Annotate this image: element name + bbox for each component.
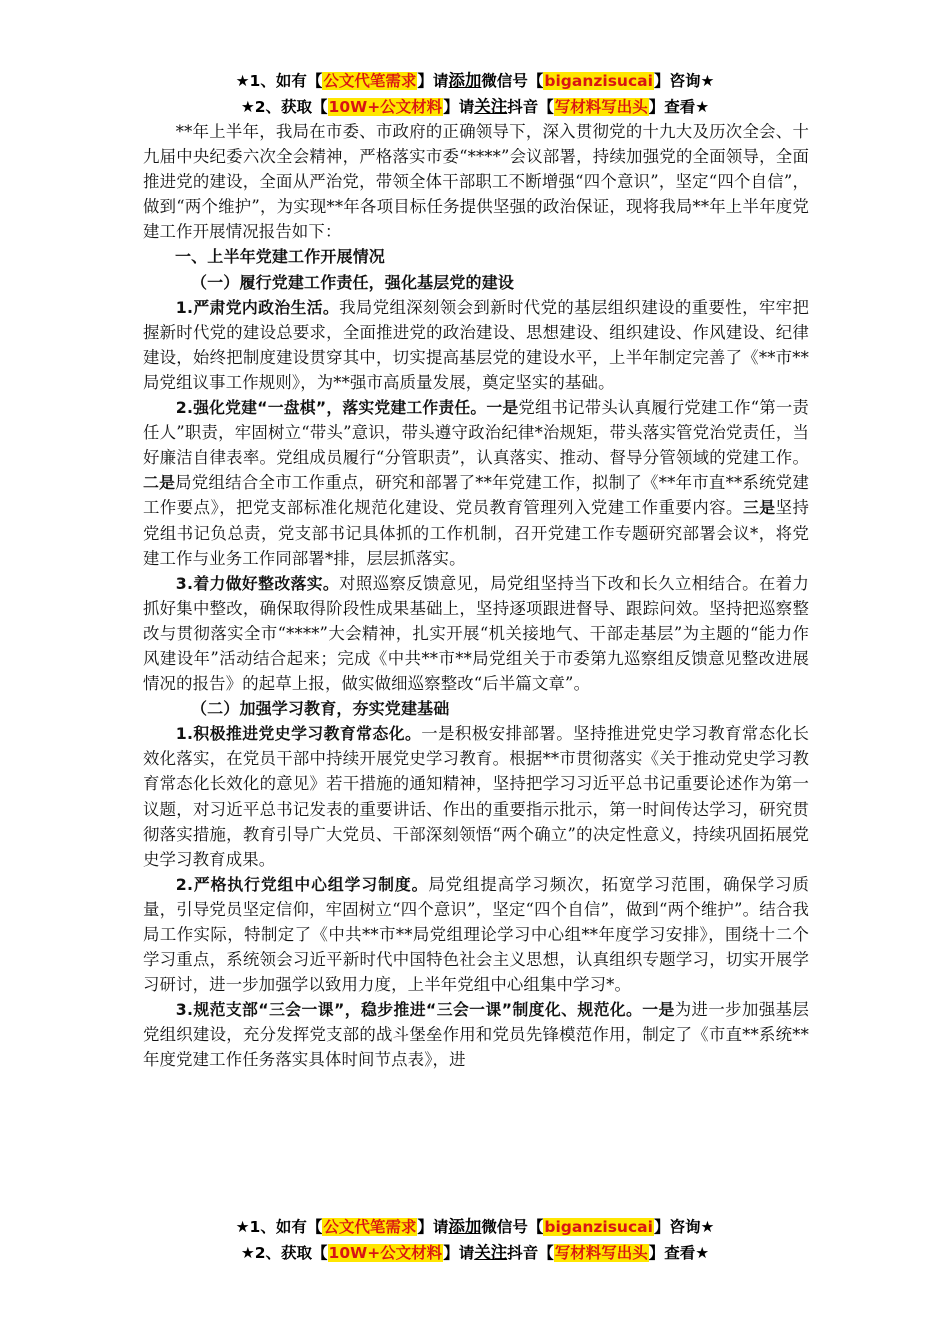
promo-highlight: 10W+公文材料 [328, 1244, 443, 1262]
promo-text: 】请 [417, 72, 449, 90]
promo-underlined: 添加 [448, 1217, 482, 1236]
promo-text: ★2、获取【 [240, 1244, 328, 1262]
paragraph-text: 局党组提高学习频次，拓宽学习范围，确保学习质量，引导党员坚定信仰，牢固树立“四个意识”，坚定“四个自信”，做到“两个维护”。结合我局工作实际，特制定了《中共**市**局党组理论学习中心组**年度学习安排》，围绕十二个学习重点，系统领会习近平新时代中国特色社会主义思想，认真组织专题学习，切实开展学习研讨，进一步加强学以致用力度，上半年党组中心组集中学习*。 [143, 874, 809, 995]
paragraph-lead: 1.积极推进党史学习教育常态化。 [175, 724, 422, 744]
section-heading: 一、上半年党建工作开展情况 [175, 247, 385, 267]
paragraph [143, 997, 809, 1072]
promo-underlined: 添加 [448, 71, 482, 90]
promo-text: 抖音【 [507, 98, 554, 116]
promo-highlight: 写材料写出头 [554, 98, 648, 116]
paragraph-text: 局党组结合全市工作重点，研究和部署了**年党建工作，拟制了《**年市直**系统党建工作要点》，把党支部标准化规范化建设、党员教育管理列入党建工作重要内容。 [143, 473, 809, 518]
paragraph-bold-marker: 一是 [486, 398, 519, 418]
promo-highlight: biganzisucai [544, 1218, 653, 1236]
document-body [143, 119, 809, 1213]
paragraph-text: 一是积极安排部署。坚持推进党史学习教育常态化长效化落实，在党员干部中持续开展党史学习教育。根据**市贯彻落实《关于推动党史学习教育常态化长效化的意见》若干措施的通知精神，坚持把学习习近平总书记重要论述作为第一议题，对习近平总书记发表的重要讲话、作出的重要指示批示，第一时间传达学习，研究贯彻落实措施，教育引导广大党员、干部深刻领悟“两个确立”的决定性意义，持续巩固拓展党史学习教育成果。 [143, 724, 809, 869]
paragraph-lead: 2.强化党建“一盘棋”，落实党建工作责任。 [175, 398, 487, 418]
paragraph-bold-marker: 二是 [143, 473, 176, 493]
promo-text: 】咨询★ [653, 72, 715, 90]
promo-text: 】请 [443, 1244, 475, 1262]
promo-line-1 [0, 68, 950, 94]
bottom-promo-banner [0, 1214, 950, 1266]
promo-highlight: 10W+公文材料 [328, 98, 443, 116]
paragraph-bold-marker: 三是 [742, 498, 776, 518]
paragraph [143, 395, 809, 571]
paragraph-lead: 3.着力做好整改落实。 [175, 573, 340, 593]
paragraph [143, 872, 809, 997]
top-promo-banner [0, 68, 950, 120]
promo-text: 微信号【 [481, 72, 544, 90]
promo-line-2 [0, 1240, 950, 1266]
paragraph-text: 我局党组深刻领会到新时代党的基层组织建设的重要性，牢牢把握新时代党的建设总要求，全面推进党的政治建设、思想建设、组织建设、作风建设、纪律建设，始终把制度建设贯穿其中，切实提高基层党的建设水平，上半年制定完善了《**市**局党组议事工作规则》，为**强市高质量发展，奠定坚实的基础。 [143, 297, 809, 392]
promo-line-2 [0, 94, 950, 120]
intro-paragraph: **年上半年，我局在市委、市政府的正确领导下，深入贯彻党的十九大及历次全会、十九届中央纪委六次全会精神，严格落实市委“****”会议部署，持续加强党的全面领导，全面推进党的建设，全面从严治党，带领全体干部职工不断增强“四个意识”，坚定“四个自信”，做到“两个维护”，为实现**年各项目标任务提供坚强的政治保证，现将我局**年上半年度党建工作开展情况报告如下： [143, 122, 809, 242]
promo-text: 】查看★ [648, 1244, 710, 1262]
paragraph [143, 571, 809, 696]
promo-text: 抖音【 [507, 1244, 554, 1262]
paragraph-text: 对照巡察反馈意见，局党组坚持当下改和长久立相结合。在着力抓好集中整改，确保取得阶段性成果基础上，坚持逐项跟进督导、跟踪问效。坚持把巡察整改与贯彻落实全市“****”大会精神，扎实开展“机关接地气、干部走基层”为主题的“能力作风建设年”活动结合起来；完成《中共**市**局党组关于市委第九巡察组反馈意见整改进展情况的报告》的起草上报，做实做细巡察整改“后半篇文章”。 [143, 573, 809, 694]
promo-highlight: 公文代笔需求 [323, 72, 417, 90]
paragraph-bold-marker: 一是 [642, 1000, 675, 1020]
promo-line-1 [0, 1214, 950, 1240]
paragraph-lead: 3.规范支部“三会一课”，稳步推进“三会一课”制度化、规范化。 [175, 1000, 643, 1020]
paragraph-lead: 2.严格执行党组中心组学习制度。 [175, 874, 429, 894]
subsection-heading: （一）履行党建工作责任，强化基层党的建设 [191, 272, 515, 292]
paragraph-text: 坚持党组书记负总责，党支部书记具体抓的工作机制，召开党建工作专题研究部署会议*，将党建工作与业务工作同部署*排，层层抓落实。 [143, 498, 809, 568]
paragraph-text: 党组书记带头认真履行党建工作“第一责任人”职责，牢固树立“带头”意识，带头遵守政治纪律*治规矩，带头落实管党治党责任，当好廉洁自律表率。党组成员履行“分管职责”，认真落实、推动、督导分管领域的党建工作。 [143, 398, 809, 468]
promo-text: ★1、如有【 [235, 72, 323, 90]
promo-text: 】咨询★ [653, 1218, 715, 1236]
promo-text: 】查看★ [648, 98, 710, 116]
promo-highlight: 写材料写出头 [554, 1244, 648, 1262]
promo-text: ★1、如有【 [235, 1218, 323, 1236]
promo-highlight: biganzisucai [544, 72, 653, 90]
paragraph [143, 295, 809, 395]
subsection-heading: （二）加强学习教育，夯实党建基础 [191, 699, 450, 719]
paragraph-lead: 1.严肃党内政治生活。 [175, 297, 340, 317]
promo-underlined: 关注 [474, 97, 508, 116]
promo-text: 】请 [417, 1218, 449, 1236]
promo-text: 】请 [443, 98, 475, 116]
paragraph-text: 为进一步加强基层党组织建设，充分发挥党支部的战斗堡垒作用和党员先锋模范作用，制定了《市直**系统**年度党建工作任务落实具体时间节点表》，进 [143, 1000, 809, 1070]
promo-highlight: 公文代笔需求 [323, 1218, 417, 1236]
promo-underlined: 关注 [474, 1243, 508, 1262]
promo-text: ★2、获取【 [240, 98, 328, 116]
promo-text: 微信号【 [481, 1218, 544, 1236]
paragraph [143, 721, 809, 872]
